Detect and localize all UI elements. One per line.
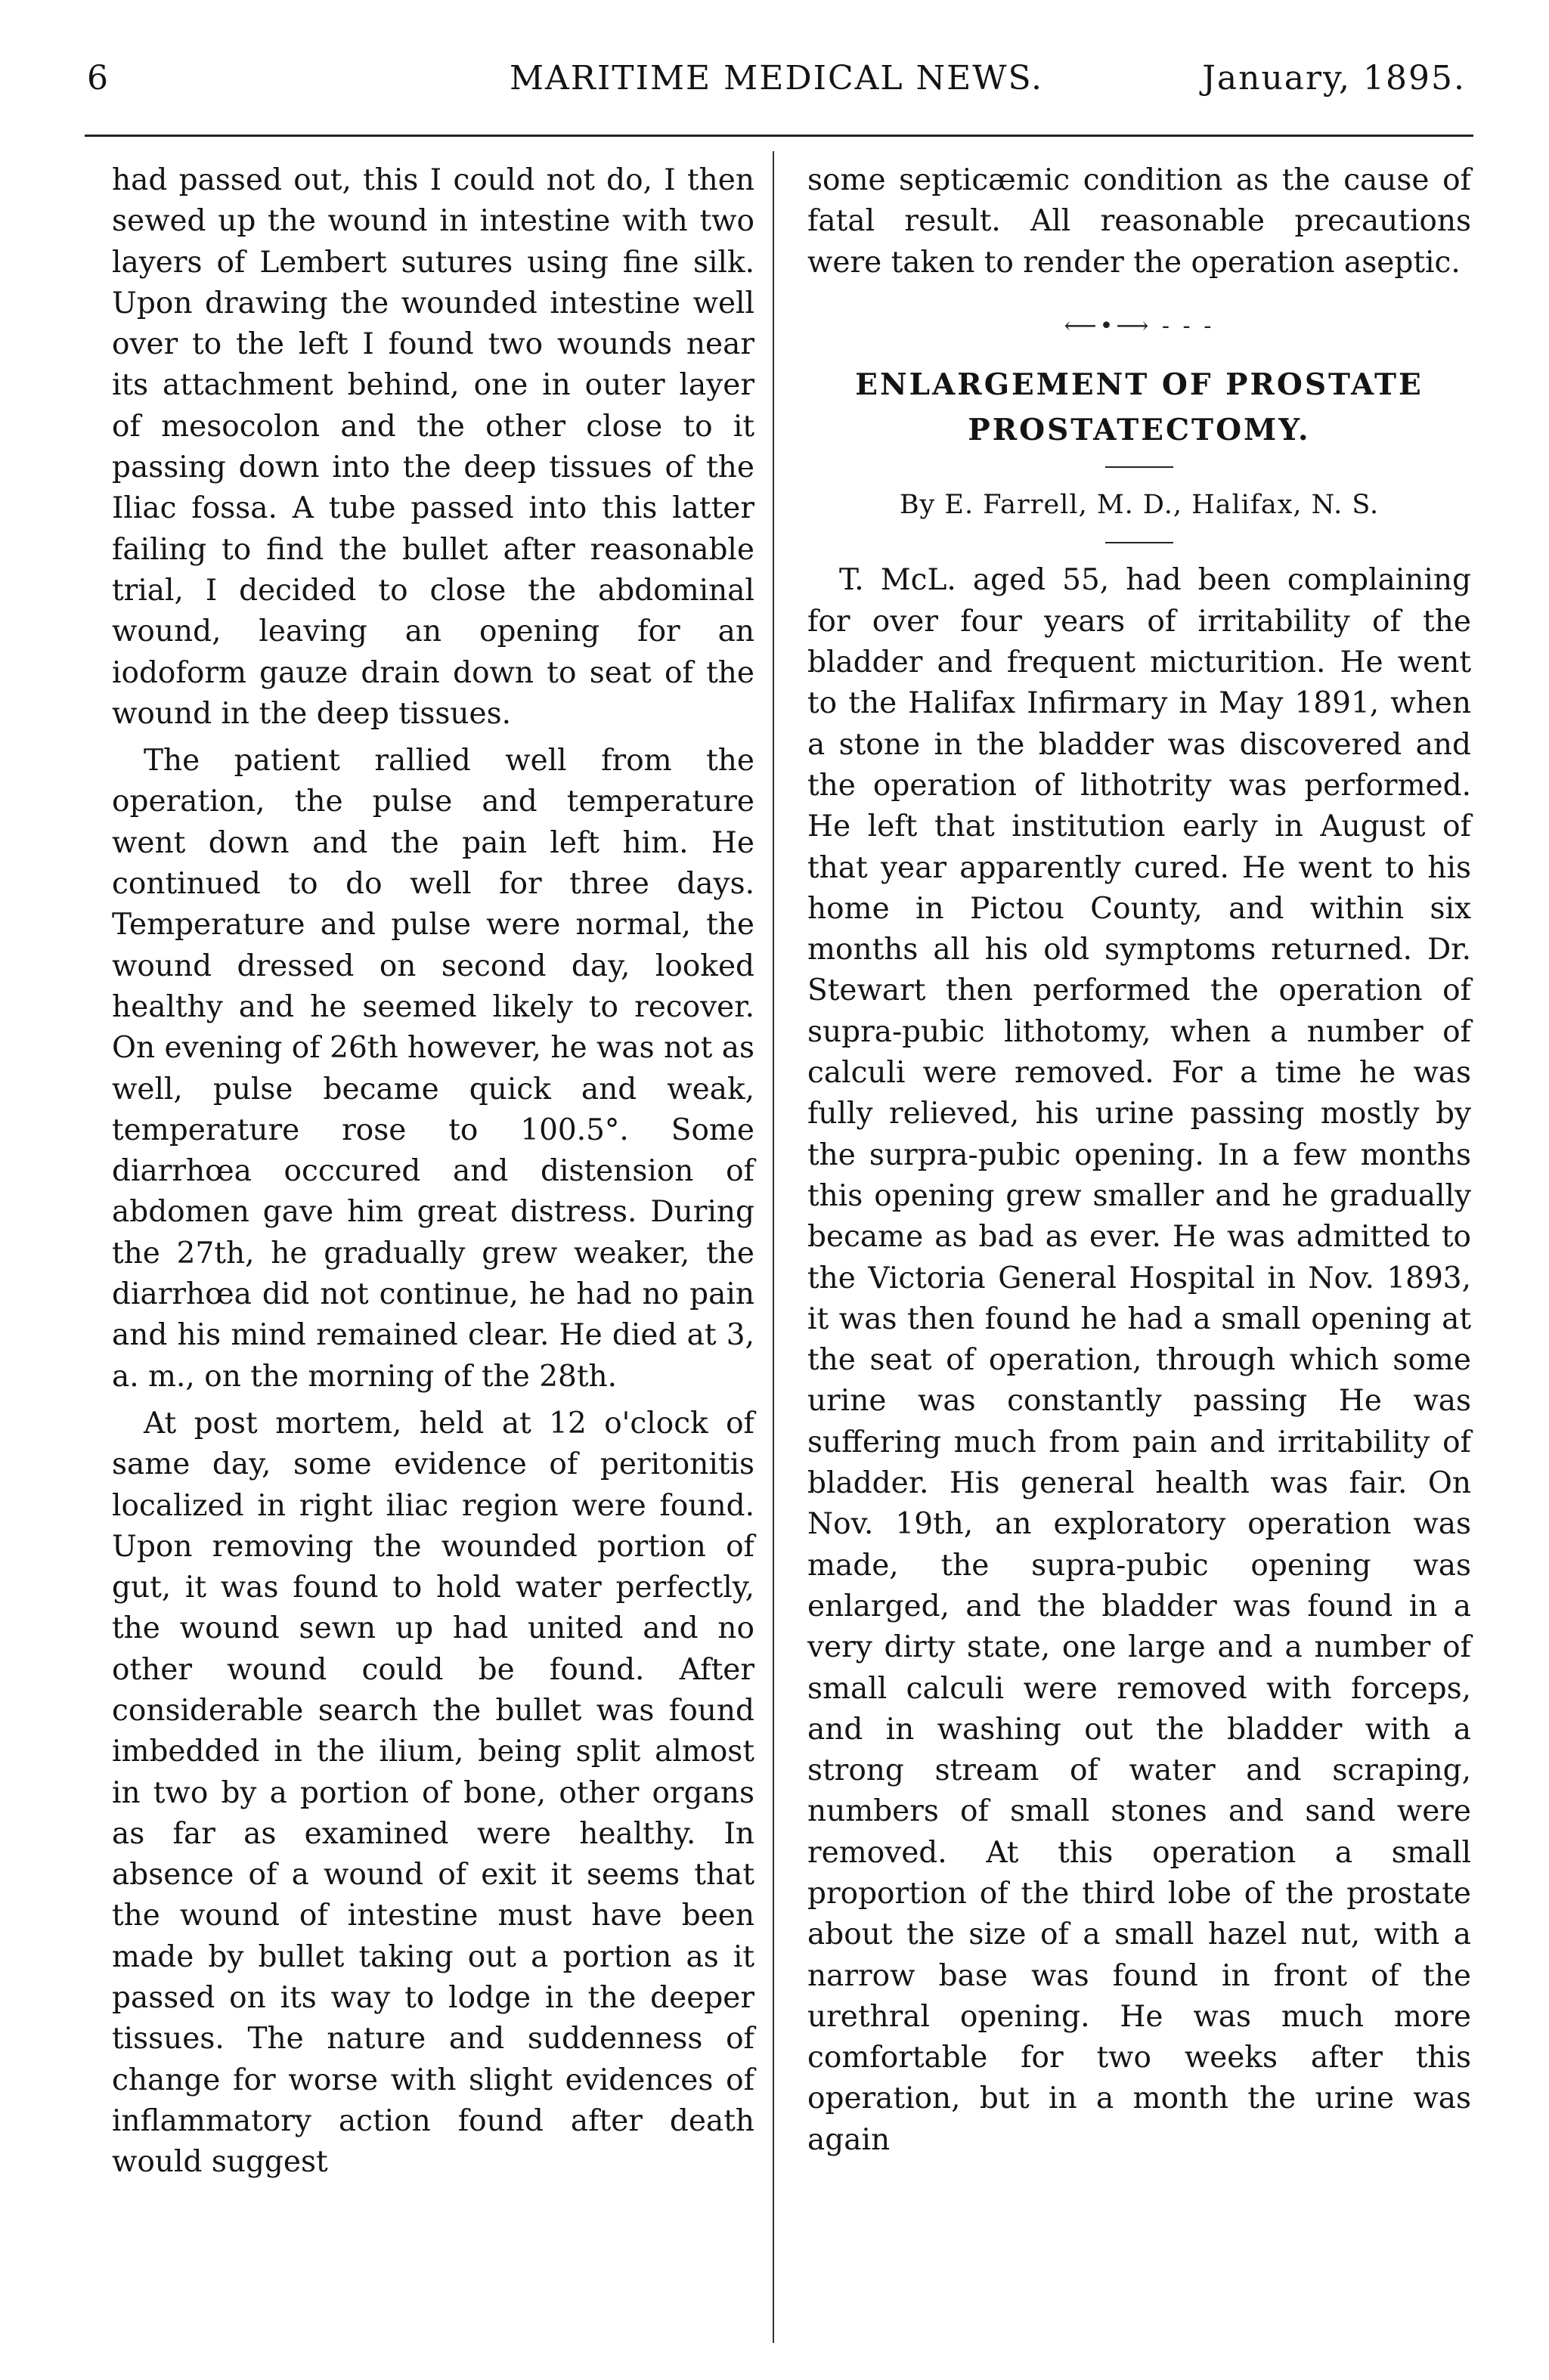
page-number: 6	[87, 59, 110, 97]
paragraph: had passed out, this I could not do, I then sewed up the wound in intestine with two layers of Lembert sutures using fine silk. Upon drawing the wounded intestine well over to the left I found two wounds near its attachment behind, one in outer layer of mesocolon and the other close to it passing down into the deep tissues of the Iliac fossa. A tube passed into this latter failing to find the bullet after reasonable trial, I decided to close the abdominal wound, leaving an opening for an iodoform gauze drain down to seat of the wound in the deep tissues.	[112, 163, 754, 731]
left-column	[112, 160, 754, 2183]
column-divider	[773, 151, 774, 2343]
article-title-line1: ENLARGEMENT OF PROSTATE	[855, 367, 1424, 403]
paragraph: At post mortem, held at 12 o'clock of same day, some evidence of peritonitis localized in right iliac region were found. Upon removing the wounded portion of gut, it was found to hold water perfectly, the wound sewn up had united and no other wound could be found. After considerable search the bullet was found imbedded in the ilium, being split almost in two by a portion of bone, other organs as far as examined were healthy. In absence of a wound of exit it seems that the wound of intestine must have been made by bullet taking out a portion as it passed on its way to lodge in the deeper tissues. The nature and suddenness of change for worse with slight evidences of inflammatory action found after death would suggest	[112, 1406, 754, 2180]
journal-title: MARITIME MEDICAL NEWS.	[509, 59, 1044, 97]
issue-date: January, 1895.	[1202, 59, 1466, 97]
continuation-paragraph: some septicæmic condition as the cause of fatal result. All reasonable precautions were taken to render the operation aseptic.	[807, 163, 1471, 280]
header-rule	[85, 135, 1473, 137]
byline: By E. Farrell, M. D., Halifax, N. S.	[899, 490, 1380, 521]
title-rule	[1105, 466, 1173, 468]
paragraph: The patient rallied well from the operation, the pulse and temperature went down and the pain left him. He continued to do well for three days. Temperature and pulse were normal, the wound dressed on second day, looked healthy and he seemed likely to recover. On evening of 26th however, he was not as well, pulse became quick and weak, temperature rose to 100.5°. Some diarrhœa occcured and distension of abdomen gave him great distress. During the 27th, he gradually grew weaker, the diarrhœa did not continue, he had no pain and his mind remained clear. He died at 3, a. m., on the morning of the 28th.	[112, 744, 754, 1394]
article-title-line2: PROSTATECTOMY.	[968, 413, 1311, 448]
paragraph: T. McL. aged 55, had been complaining for over four years of irritability of the bladder and frequent micturition. He went to the Halifax Infirmary in May 1891, when a stone in the bladder was discovered and the operation of lithotrity was performed. He left that institution early in August of that year apparently cured. He went to his home in Pictou County, and within six months all his old symptoms returned. Dr. Stewart then performed the operation of supra-pubic lithotomy, when a number of calculi were removed. For a time he was fully relieved, his urine passing mostly by the surpra-pubic opening. In a few months this opening grew smaller and he gradually became as bad as ever. He was admitted to the Victoria General Hospital in Nov. 1893, it was then found he had a small opening at the seat of operation, through which some urine was constantly passing He was suffering much from pain and irritability of bladder. His general health was fair. On Nov. 19th, an exploratory operation was made, the supra-pubic opening was enlarged, and the bladder was found in a very dirty state, one large and a number of small calculi were removed with forceps, and in washing out the bladder with a strong stream of water and scraping, numbers of small stones and sand were removed. At this operation a small proportion of the third lobe of the prostate about the size of a small hazel nut, with a narrow base was found in front of the urethral opening. He was much more comfortable for two weeks after this operation, but in a month the urine was again	[807, 563, 1471, 2157]
byline-rule	[1105, 542, 1173, 543]
section-ornament: ⟵•⟶ ‐ ‐ ‐	[1064, 312, 1215, 339]
right-column	[807, 160, 1471, 2161]
running-header	[87, 59, 1466, 104]
